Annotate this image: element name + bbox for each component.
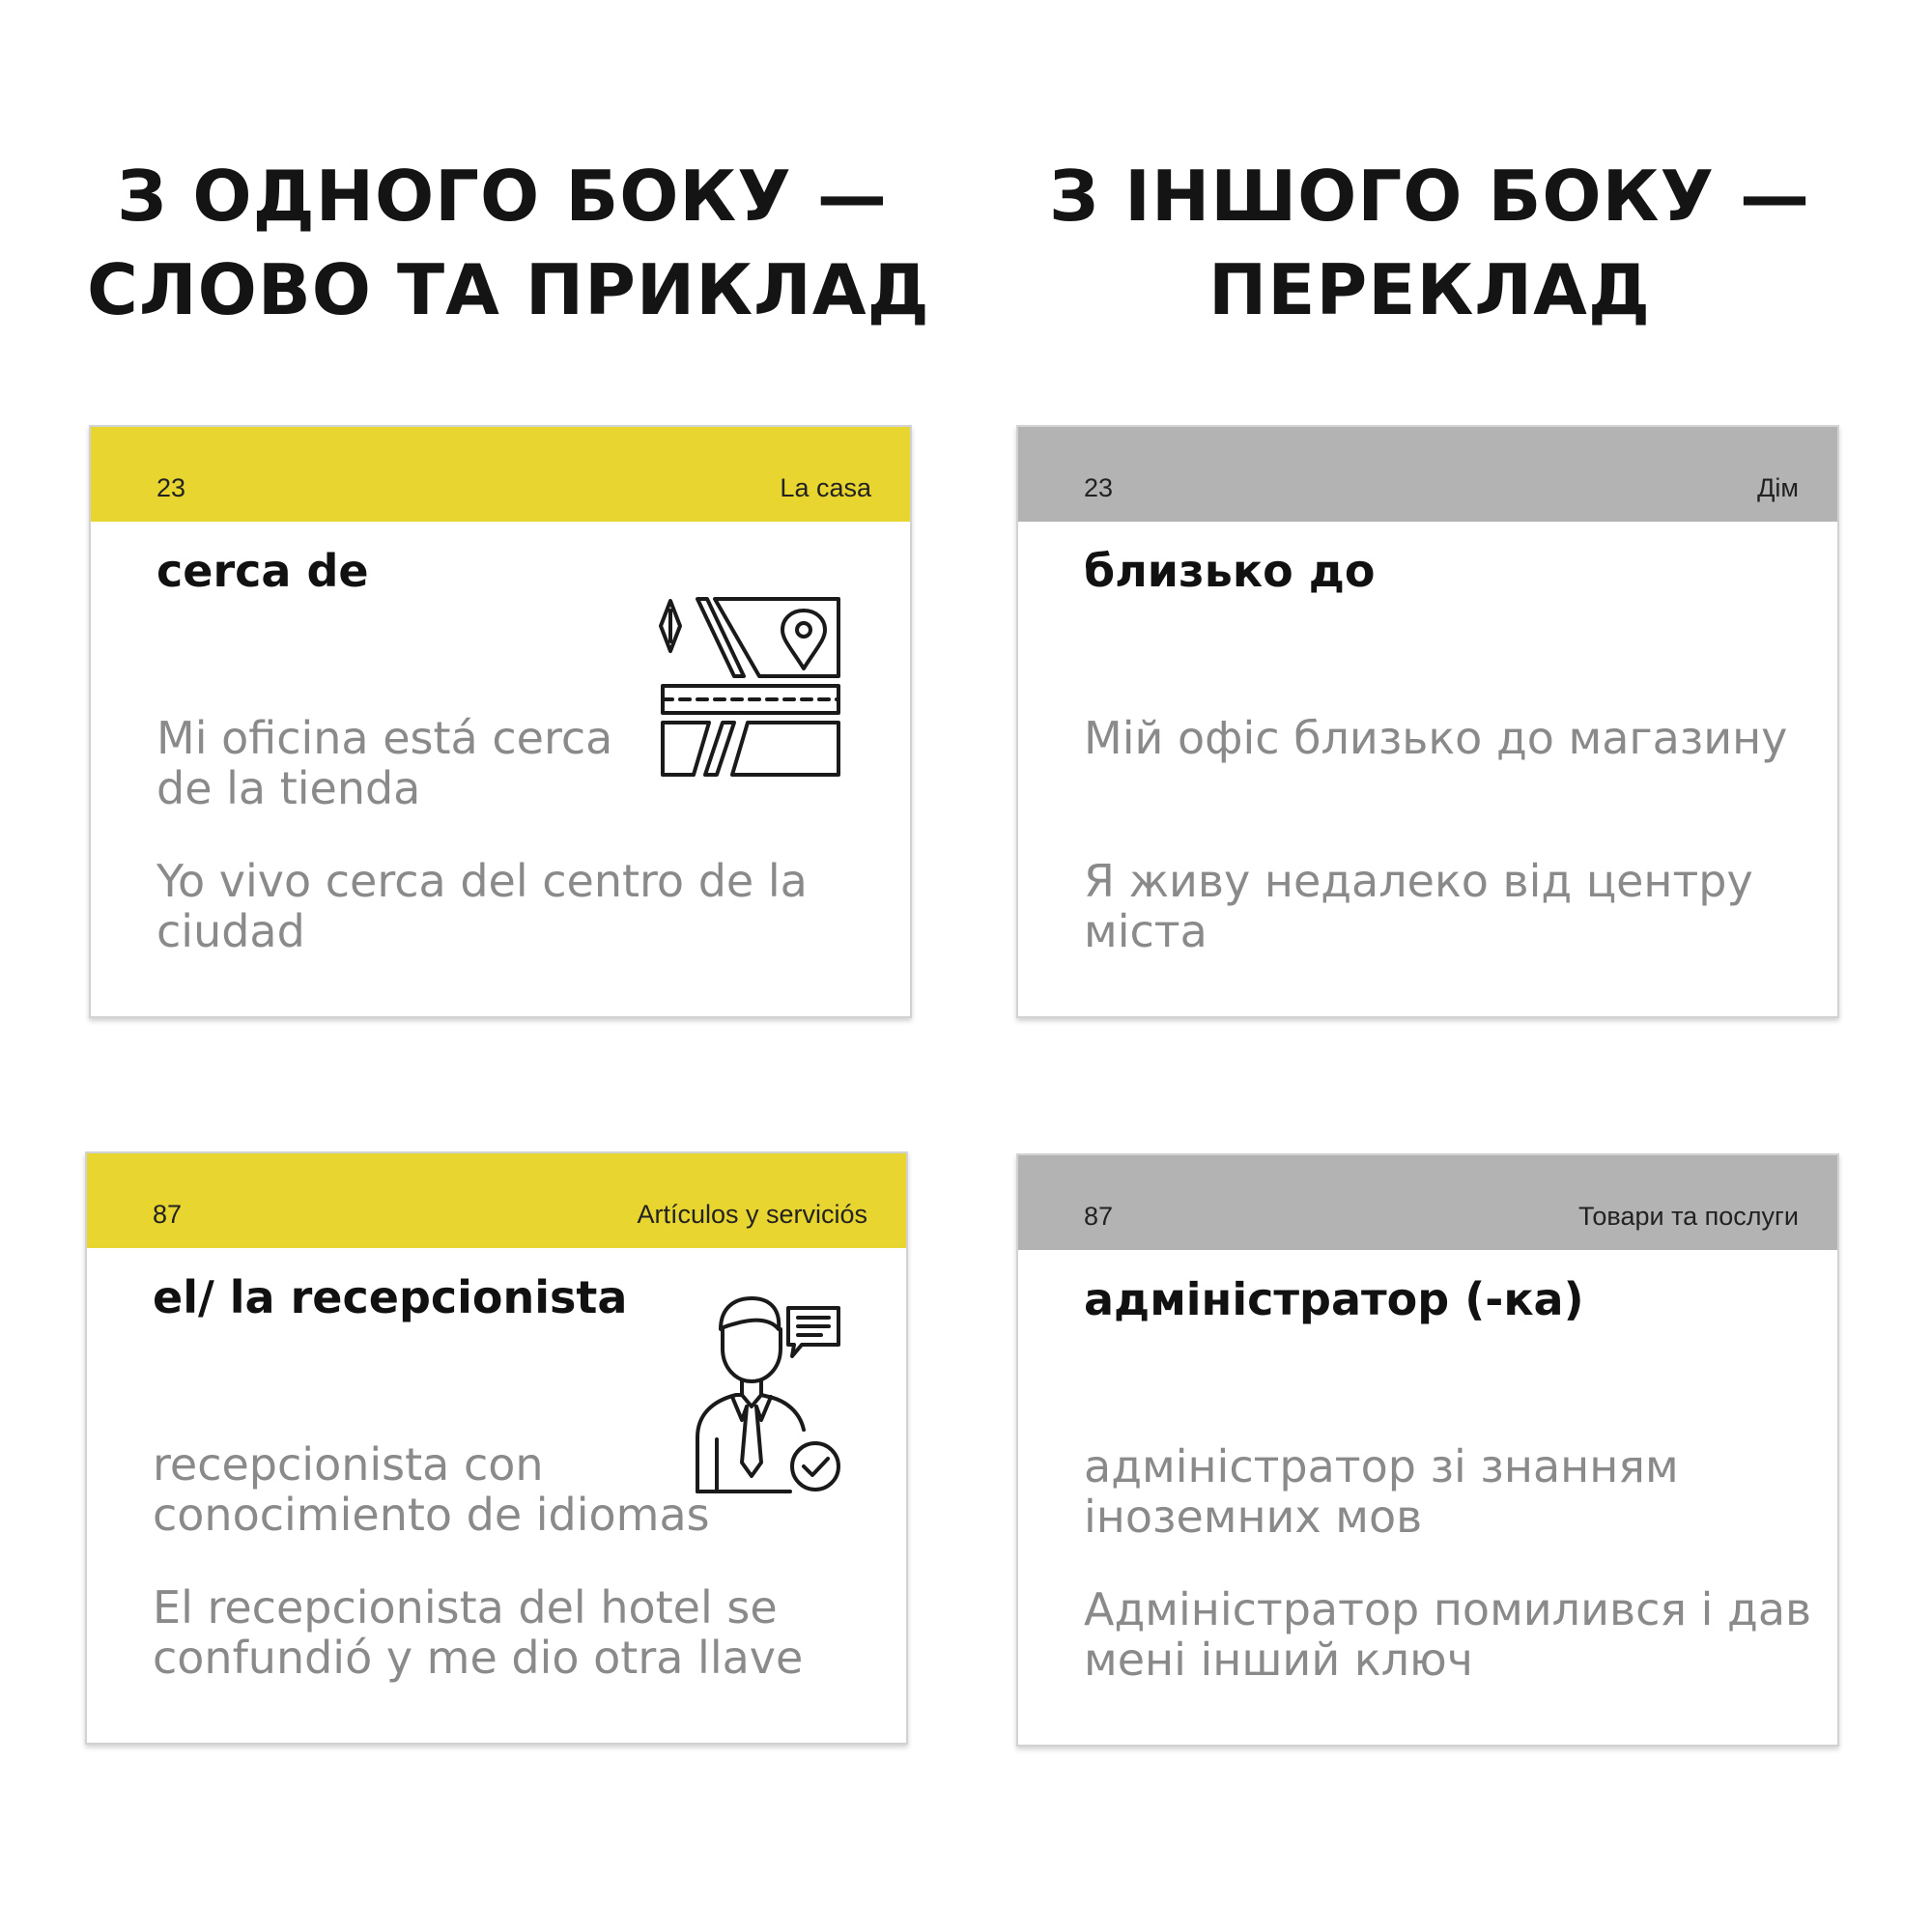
card-example-1: Мій офіс близько до магазину — [1084, 712, 1788, 764]
flashcard-front-87 — [85, 1151, 908, 1745]
card-number: 23 — [1084, 473, 1114, 502]
card-word: cerca de — [156, 545, 369, 597]
card-topic: Товари та послуги — [1578, 1202, 1799, 1231]
card-header-bar — [87, 1153, 906, 1248]
map-pin-icon — [659, 593, 848, 782]
card-number: 23 — [156, 473, 186, 502]
card-example-1: recepcionista con conocimiento de idiomas — [153, 1438, 710, 1541]
card-number: 87 — [1084, 1202, 1114, 1231]
card-example-1: адміністратор зі знанням іноземних мов — [1084, 1440, 1679, 1543]
card-header-bar — [91, 427, 910, 522]
flashcard-back-87 — [1016, 1153, 1839, 1747]
heading-line: ПЕРЕКЛАД — [1208, 249, 1651, 330]
card-example-2: Yo vivo cerca del centro de la ciudad — [156, 855, 808, 957]
card-topic: Дім — [1757, 473, 1799, 502]
card-example-2: Адміністратор помилився і дав мені інший ключ — [1084, 1583, 1812, 1686]
card-topic: La casa — [780, 473, 871, 502]
card-header-bar — [1018, 427, 1837, 522]
heading-line: З ОДНОГО БОКУ — — [117, 156, 888, 237]
heading-back-side — [1014, 150, 1845, 337]
card-word: близько до — [1084, 545, 1376, 597]
card-word: el/ la recepcionista — [153, 1271, 628, 1323]
card-word: адміністратор (-ка) — [1084, 1273, 1584, 1325]
heading-line: СЛОВО ТА ПРИКЛАД — [87, 249, 930, 330]
card-number: 87 — [153, 1200, 183, 1229]
heading-line: З ІНШОГО БОКУ — — [1048, 156, 1811, 237]
card-example-2: El recepcionista del hotel se confundió y me dio otra llave — [153, 1581, 804, 1684]
card-header-bar — [1018, 1155, 1837, 1250]
heading-front-side — [87, 150, 930, 337]
card-example-2: Я живу недалеко від центру міста — [1084, 855, 1753, 957]
flashcard-front-23 — [89, 425, 912, 1018]
card-topic: Artículos y serviciós — [637, 1200, 867, 1229]
card-example-1: Mi oficina está cerca de la tienda — [156, 712, 613, 814]
flashcard-back-23 — [1016, 425, 1839, 1018]
